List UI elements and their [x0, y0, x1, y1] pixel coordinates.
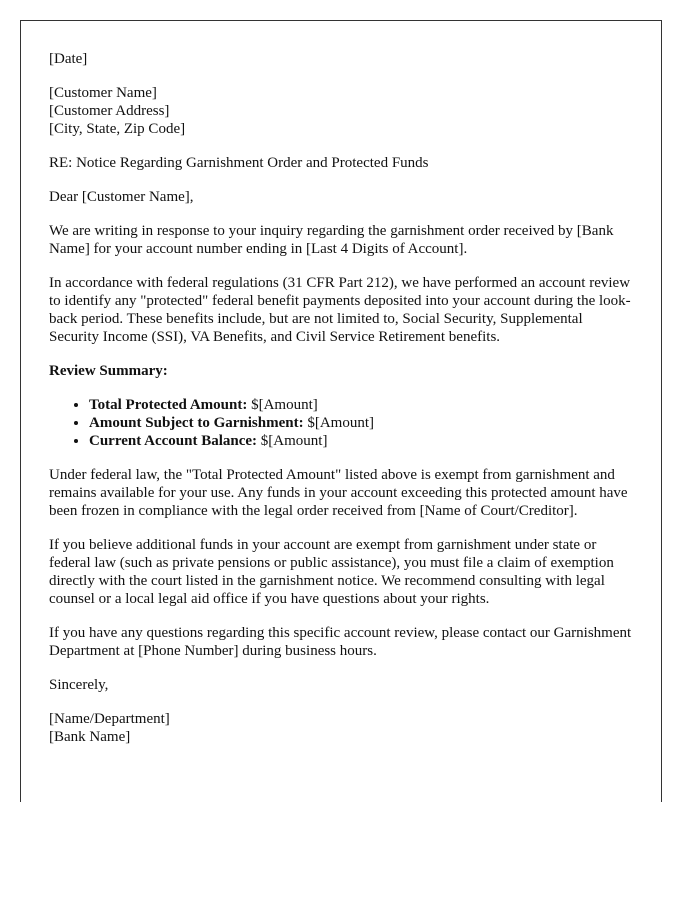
summary-value: $[Amount] — [303, 415, 375, 431]
summary-value: $[Amount] — [247, 397, 318, 413]
recipient-block — [49, 84, 633, 138]
paragraph-contact: If you have any questions regarding this specific account review, please contact our Garnishment Department at [Phone Number] during business hours. — [49, 625, 632, 659]
summary-label: Total Protected Amount: — [89, 397, 248, 413]
paragraph-inquiry: We are writing in response to your inquiry regarding the garnishment order received by [Bank Name] for your account number ending in [Last 4 Digits of Account]. — [49, 223, 614, 257]
summary-label: Amount Subject to Garnishment: — [89, 415, 304, 431]
summary-heading-text: Review Summary: — [49, 363, 168, 379]
recipient-address: [Customer Address] — [49, 103, 170, 119]
recipient-city: [City, State, Zip Code] — [49, 121, 186, 137]
summary-item-protected — [89, 396, 633, 414]
signature-department: [Name/Department] — [49, 711, 170, 727]
signature-bank: [Bank Name] — [49, 729, 131, 745]
signature-block — [49, 710, 633, 746]
summary-label: Current Account Balance: — [89, 433, 258, 449]
recipient-name: [Customer Name] — [49, 85, 157, 101]
letter-page — [20, 20, 662, 802]
summary-list — [49, 396, 633, 450]
summary-value: $[Amount] — [257, 433, 328, 449]
summary-heading — [49, 362, 633, 380]
closing: Sincerely, — [49, 677, 109, 693]
paragraph-federal-law: Under federal law, the "Total Protected Amount" listed above is exempt from garnishment and remains available for your use. Any funds in your account exceeding this protected amount have been frozen in compliance with the legal order received from [Name of Court/Creditor]. — [49, 467, 628, 519]
salutation: Dear [Customer Name], — [49, 189, 194, 205]
paragraph-exemption: If you believe additional funds in your account are exempt from garnishment under state or federal law (such as private pensions or public assistance), you must file a claim of exemption directly with the court listed in the garnishment notice. We recommend consulting with legal counsel or a local legal aid office if you have questions about your rights. — [49, 537, 614, 607]
summary-item-subject — [89, 414, 633, 432]
paragraph-regulations: In accordance with federal regulations (31 CFR Part 212), we have performed an account review to identify any "protected" federal benefit payments deposited into your account during the look-back period. These benefits include, but are not limited to, Social Security, Supplemental Security Income (SSI), VA Benefits, and Civil Service Retirement benefits. — [49, 275, 631, 345]
letter-date: [Date] — [49, 51, 88, 67]
summary-item-balance — [89, 432, 633, 450]
subject-line: RE: Notice Regarding Garnishment Order and Protected Funds — [49, 155, 429, 171]
